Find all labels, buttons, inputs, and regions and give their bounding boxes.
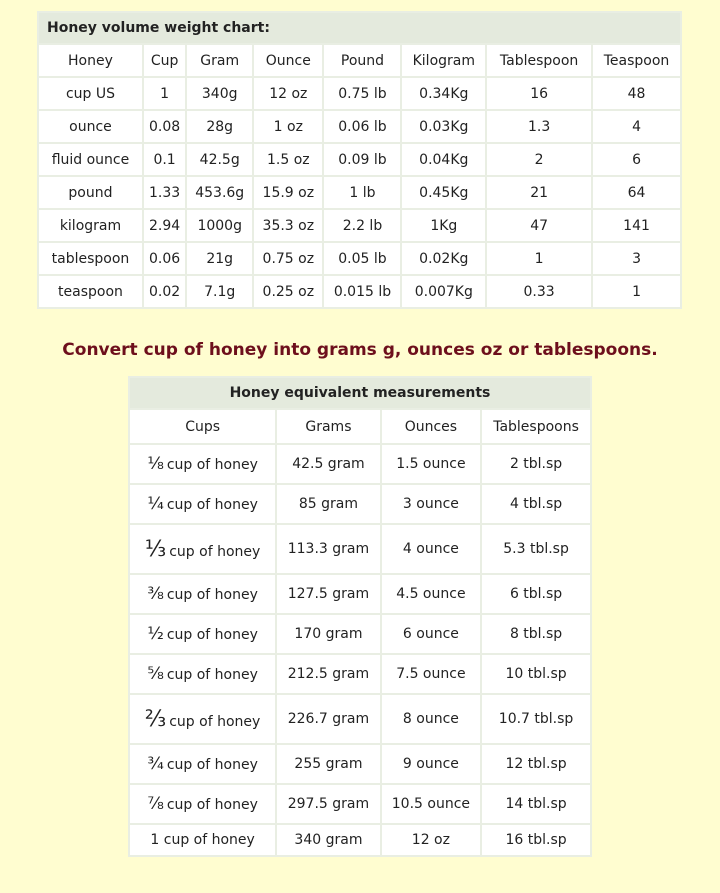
- column-header: Kilogram: [402, 45, 485, 76]
- table-row: [130, 575, 590, 613]
- table-header-row: [39, 45, 680, 76]
- table-row: [39, 210, 680, 241]
- table-cell: 2.94: [144, 210, 185, 241]
- table-row: [130, 655, 590, 693]
- ounces-cell: 3 ounce: [382, 485, 480, 523]
- table-cell: 0.45Kg: [402, 177, 485, 208]
- cups-cell: [130, 745, 275, 783]
- table-cell: 0.007Kg: [402, 276, 485, 307]
- table-row: [39, 243, 680, 274]
- table-cell: 3: [593, 243, 680, 274]
- table-cell: teaspoon: [39, 276, 142, 307]
- table-cell: 42.5g: [187, 144, 252, 175]
- fraction: ¾: [147, 754, 164, 774]
- table-cell: 4: [593, 111, 680, 142]
- grams-cell: 42.5 gram: [277, 445, 379, 483]
- table-cell: 0.06: [144, 243, 185, 274]
- fraction: ⅛: [147, 454, 164, 474]
- table-cell: 15.9 oz: [254, 177, 322, 208]
- table-cell: cup US: [39, 78, 142, 109]
- table-cell: 0.04Kg: [402, 144, 485, 175]
- honey-weight-chart-table: [37, 11, 682, 309]
- table-row: [39, 177, 680, 208]
- table-cell: 0.09 lb: [324, 144, 400, 175]
- cups-cell: [130, 695, 275, 743]
- cups-cell: [130, 445, 275, 483]
- table-cell: 0.06 lb: [324, 111, 400, 142]
- column-header: Honey: [39, 45, 142, 76]
- cups-cell: [130, 785, 275, 823]
- ounces-cell: 6 ounce: [382, 615, 480, 653]
- table-cell: 1.3: [487, 111, 591, 142]
- table-cell: 21g: [187, 243, 252, 274]
- tablespoons-cell: 10.7 tbl.sp: [482, 695, 590, 743]
- table-cell: 2: [487, 144, 591, 175]
- table-cell: 1 oz: [254, 111, 322, 142]
- table-cell: 21: [487, 177, 591, 208]
- grams-cell: 226.7 gram: [277, 695, 379, 743]
- table-cell: 28g: [187, 111, 252, 142]
- table-row: [130, 525, 590, 573]
- table-cell: 1000g: [187, 210, 252, 241]
- conversion-heading: Convert cup of honey into grams g, ounces oz or tablespoons.: [62, 340, 658, 360]
- column-header: Gram: [187, 45, 252, 76]
- column-header: Grams: [277, 410, 379, 443]
- fraction: ⅔: [144, 706, 167, 732]
- table-cell: 0.02: [144, 276, 185, 307]
- table-cell: kilogram: [39, 210, 142, 241]
- ounces-cell: 4.5 ounce: [382, 575, 480, 613]
- honey-equivalents-table: [128, 376, 592, 857]
- grams-cell: 85 gram: [277, 485, 379, 523]
- tablespoons-cell: 10 tbl.sp: [482, 655, 590, 693]
- column-header: Ounces: [382, 410, 480, 443]
- column-header: Pound: [324, 45, 400, 76]
- table-cell: 1: [593, 276, 680, 307]
- tablespoons-cell: 12 tbl.sp: [482, 745, 590, 783]
- cups-cell: [130, 655, 275, 693]
- cups-label: cup of honey: [166, 667, 258, 683]
- table-cell: 0.05 lb: [324, 243, 400, 274]
- table-cell: 1.5 oz: [254, 144, 322, 175]
- fraction: ¼: [147, 494, 164, 514]
- grams-cell: 170 gram: [277, 615, 379, 653]
- table-cell: 453.6g: [187, 177, 252, 208]
- column-header: Tablespoons: [482, 410, 590, 443]
- cups-cell: [130, 575, 275, 613]
- ounces-cell: 10.5 ounce: [382, 785, 480, 823]
- column-header: Teaspoon: [593, 45, 680, 76]
- fraction: ⅓: [144, 536, 167, 562]
- fraction: ⅜: [147, 584, 164, 604]
- ounces-cell: 7.5 ounce: [382, 655, 480, 693]
- grams-cell: 113.3 gram: [277, 525, 379, 573]
- table-row: [39, 78, 680, 109]
- table-cell: 0.75 oz: [254, 243, 322, 274]
- cups-cell: [130, 615, 275, 653]
- column-header: Tablespoon: [487, 45, 591, 76]
- table-cell: 0.02Kg: [402, 243, 485, 274]
- table-cell: 141: [593, 210, 680, 241]
- fraction: ⅝: [147, 664, 164, 684]
- table-cell: fluid ounce: [39, 144, 142, 175]
- tablespoons-cell: 8 tbl.sp: [482, 615, 590, 653]
- table-cell: ounce: [39, 111, 142, 142]
- table-cell: 48: [593, 78, 680, 109]
- cups-cell: [130, 485, 275, 523]
- table-cell: 0.75 lb: [324, 78, 400, 109]
- cups-label: cup of honey: [166, 797, 258, 813]
- table-cell: 1.33: [144, 177, 185, 208]
- table-cell: 0.34Kg: [402, 78, 485, 109]
- cups-label: cup of honey: [166, 497, 258, 513]
- grams-cell: 297.5 gram: [277, 785, 379, 823]
- cups-cell: [130, 525, 275, 573]
- cups-label: cup of honey: [169, 713, 261, 730]
- table-title-row: [39, 13, 680, 43]
- table-row: [39, 111, 680, 142]
- tablespoons-cell: 14 tbl.sp: [482, 785, 590, 823]
- table-cell: 12 oz: [254, 78, 322, 109]
- table-cell: pound: [39, 177, 142, 208]
- tablespoons-cell: 2 tbl.sp: [482, 445, 590, 483]
- table-row: [130, 825, 590, 855]
- table-cell: 1: [144, 78, 185, 109]
- table-cell: 0.1: [144, 144, 185, 175]
- ounces-cell: 12 oz: [382, 825, 480, 855]
- ounces-cell: 8 ounce: [382, 695, 480, 743]
- column-header: Ounce: [254, 45, 322, 76]
- ounces-cell: 1.5 ounce: [382, 445, 480, 483]
- table-cell: 0.03Kg: [402, 111, 485, 142]
- tablespoons-cell: 4 tbl.sp: [482, 485, 590, 523]
- grams-cell: 212.5 gram: [277, 655, 379, 693]
- grams-cell: 340 gram: [277, 825, 379, 855]
- fraction: ½: [147, 624, 164, 644]
- table-row: [130, 445, 590, 483]
- table-row: [39, 144, 680, 175]
- fraction: ⅞: [147, 794, 164, 814]
- column-header: Cups: [130, 410, 275, 443]
- table-cell: 35.3 oz: [254, 210, 322, 241]
- table-cell: 340g: [187, 78, 252, 109]
- tablespoons-cell: 6 tbl.sp: [482, 575, 590, 613]
- table-row: [130, 745, 590, 783]
- table-title: Honey equivalent measurements: [130, 378, 590, 408]
- table-cell: 0.25 oz: [254, 276, 322, 307]
- table-cell: tablespoon: [39, 243, 142, 274]
- grams-cell: 127.5 gram: [277, 575, 379, 613]
- table-cell: 2.2 lb: [324, 210, 400, 241]
- table-row: [130, 785, 590, 823]
- table-cell: 1Kg: [402, 210, 485, 241]
- tablespoons-cell: 16 tbl.sp: [482, 825, 590, 855]
- table-title: Honey volume weight chart:: [39, 13, 680, 43]
- grams-cell: 255 gram: [277, 745, 379, 783]
- ounces-cell: 9 ounce: [382, 745, 480, 783]
- table-cell: 64: [593, 177, 680, 208]
- table-cell: 47: [487, 210, 591, 241]
- table-cell: 6: [593, 144, 680, 175]
- table-row: [39, 276, 680, 307]
- table-cell: 16: [487, 78, 591, 109]
- ounces-cell: 4 ounce: [382, 525, 480, 573]
- column-header: Cup: [144, 45, 185, 76]
- cups-label: cup of honey: [166, 627, 258, 643]
- table-row: [130, 615, 590, 653]
- cups-label: cup of honey: [166, 757, 258, 773]
- table-cell: 0.33: [487, 276, 591, 307]
- cups-label: cup of honey: [169, 543, 261, 560]
- table-row: [130, 485, 590, 523]
- cups-cell: 1 cup of honey: [130, 825, 275, 855]
- cups-label: cup of honey: [166, 587, 258, 603]
- table-row: [130, 695, 590, 743]
- table-header-row: [130, 410, 590, 443]
- cups-label: cup of honey: [166, 457, 258, 473]
- table-cell: 0.08: [144, 111, 185, 142]
- table-cell: 1 lb: [324, 177, 400, 208]
- table-cell: 0.015 lb: [324, 276, 400, 307]
- table-title-row: [130, 378, 590, 408]
- table-cell: 1: [487, 243, 591, 274]
- tablespoons-cell: 5.3 tbl.sp: [482, 525, 590, 573]
- table-cell: 7.1g: [187, 276, 252, 307]
